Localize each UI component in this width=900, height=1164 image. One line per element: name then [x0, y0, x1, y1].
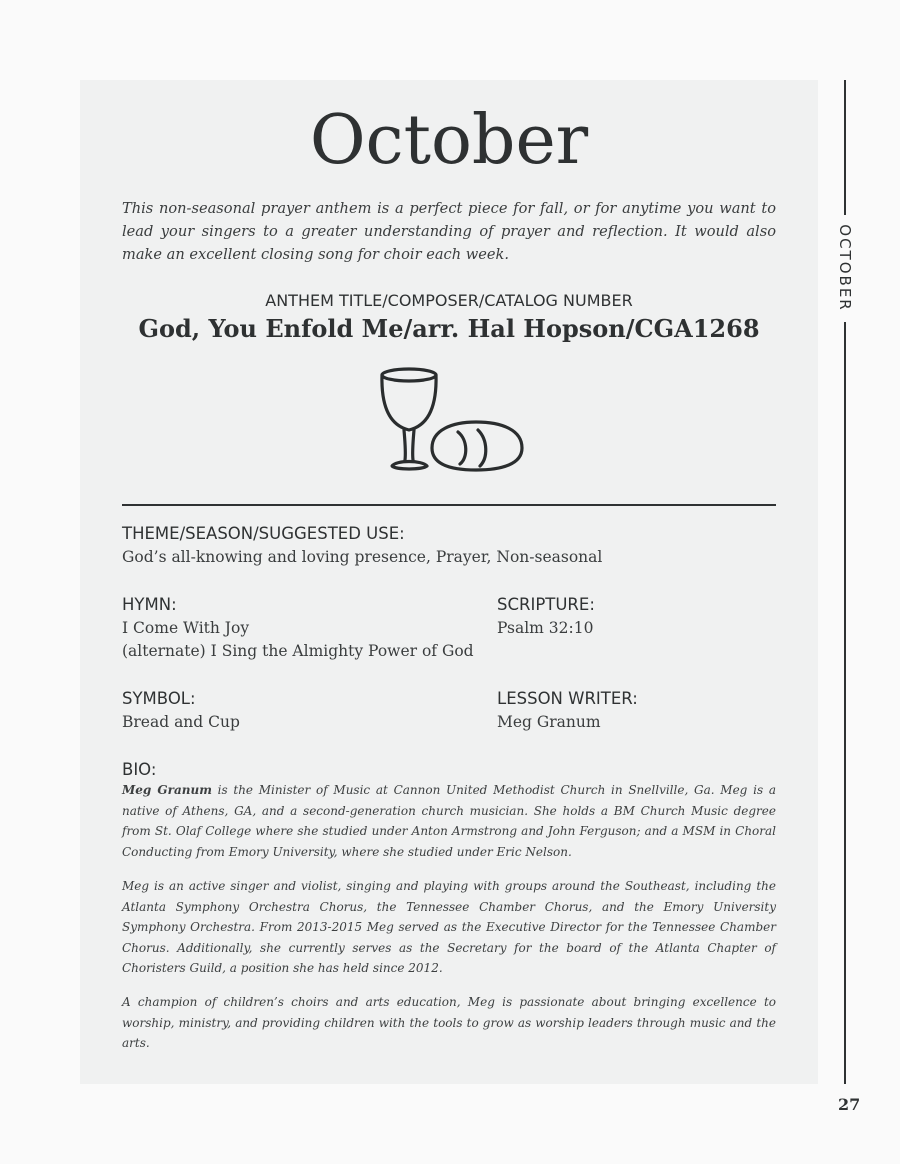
intro-paragraph: This non-seasonal prayer anthem is a perfect piece for fall, or for anytime you want to lead your singers to a greater understanding of prayer and reflection. It would also make an excellent closing song for choir each week.	[122, 200, 776, 263]
scripture-label: SCRIPTURE:	[497, 595, 595, 614]
anthem-label: ANTHEM TITLE/COMPOSER/CATALOG NUMBER	[265, 291, 633, 310]
theme-label: THEME/SEASON/SUGGESTED USE:	[122, 524, 405, 543]
side-month-label: OCTOBER	[836, 224, 854, 312]
page-number: 27	[838, 1095, 861, 1114]
symbol-value: Bread and Cup	[122, 713, 240, 731]
bio-paragraph-1-text: is the Minister of Music at Cannon United Methodist Church in Snellville, Ga. Meg is a native of Athens, GA, and a second-generation church musician. She holds a BM Church Music degree from St. Olaf College where she studied under Anton Armstrong and John Ferguson; and a MSM in Choral Conducting from Emory University, where she studied under Eric Nelson.	[122, 783, 776, 859]
theme-value: God’s all-knowing and loving presence, Prayer, Non-seasonal	[122, 548, 603, 566]
bio-paragraph-1	[122, 780, 776, 862]
bio-paragraph-2: Meg is an active singer and violist, singing and playing with groups around the Southeast, including the Atlanta Symphony Orchestra Chorus, the Tennessee Chamber Chorus, and the Emory University Symphony Orchestra. From 2013-2015 Meg served as the Executive Director for the Tennessee Chamber Chorus. Additionally, she currently serves as the Secretary for the board of the Atlanta Chapter of Choristers Guild, a position she has held since 2012.	[122, 879, 776, 975]
side-rule-top	[844, 80, 846, 215]
bio-name: Meg Granum	[122, 783, 212, 797]
anthem-title: God, You Enfold Me/arr. Hal Hopson/CGA1268	[138, 314, 760, 343]
hymn-value-primary: I Come With Joy	[122, 619, 250, 637]
bio-paragraph-3: A champion of children’s choirs and arts education, Meg is passionate about bringing excellence to worship, ministry, and providing children with the tools to grow as worship leaders through music and the arts.	[122, 995, 776, 1050]
page-title: October	[309, 101, 589, 180]
side-rule-bottom	[844, 322, 846, 1084]
bread-and-cup-icon	[372, 360, 528, 478]
lesson-writer-value: Meg Granum	[497, 713, 601, 731]
hymn-value-alternate: (alternate) I Sing the Almighty Power of God	[122, 642, 474, 660]
hymn-label: HYMN:	[122, 595, 177, 614]
scripture-value: Psalm 32:10	[497, 619, 594, 637]
symbol-label: SYMBOL:	[122, 689, 196, 708]
section-divider	[122, 504, 776, 506]
lesson-writer-label: LESSON WRITER:	[497, 689, 638, 708]
bio-label: BIO:	[122, 760, 157, 779]
